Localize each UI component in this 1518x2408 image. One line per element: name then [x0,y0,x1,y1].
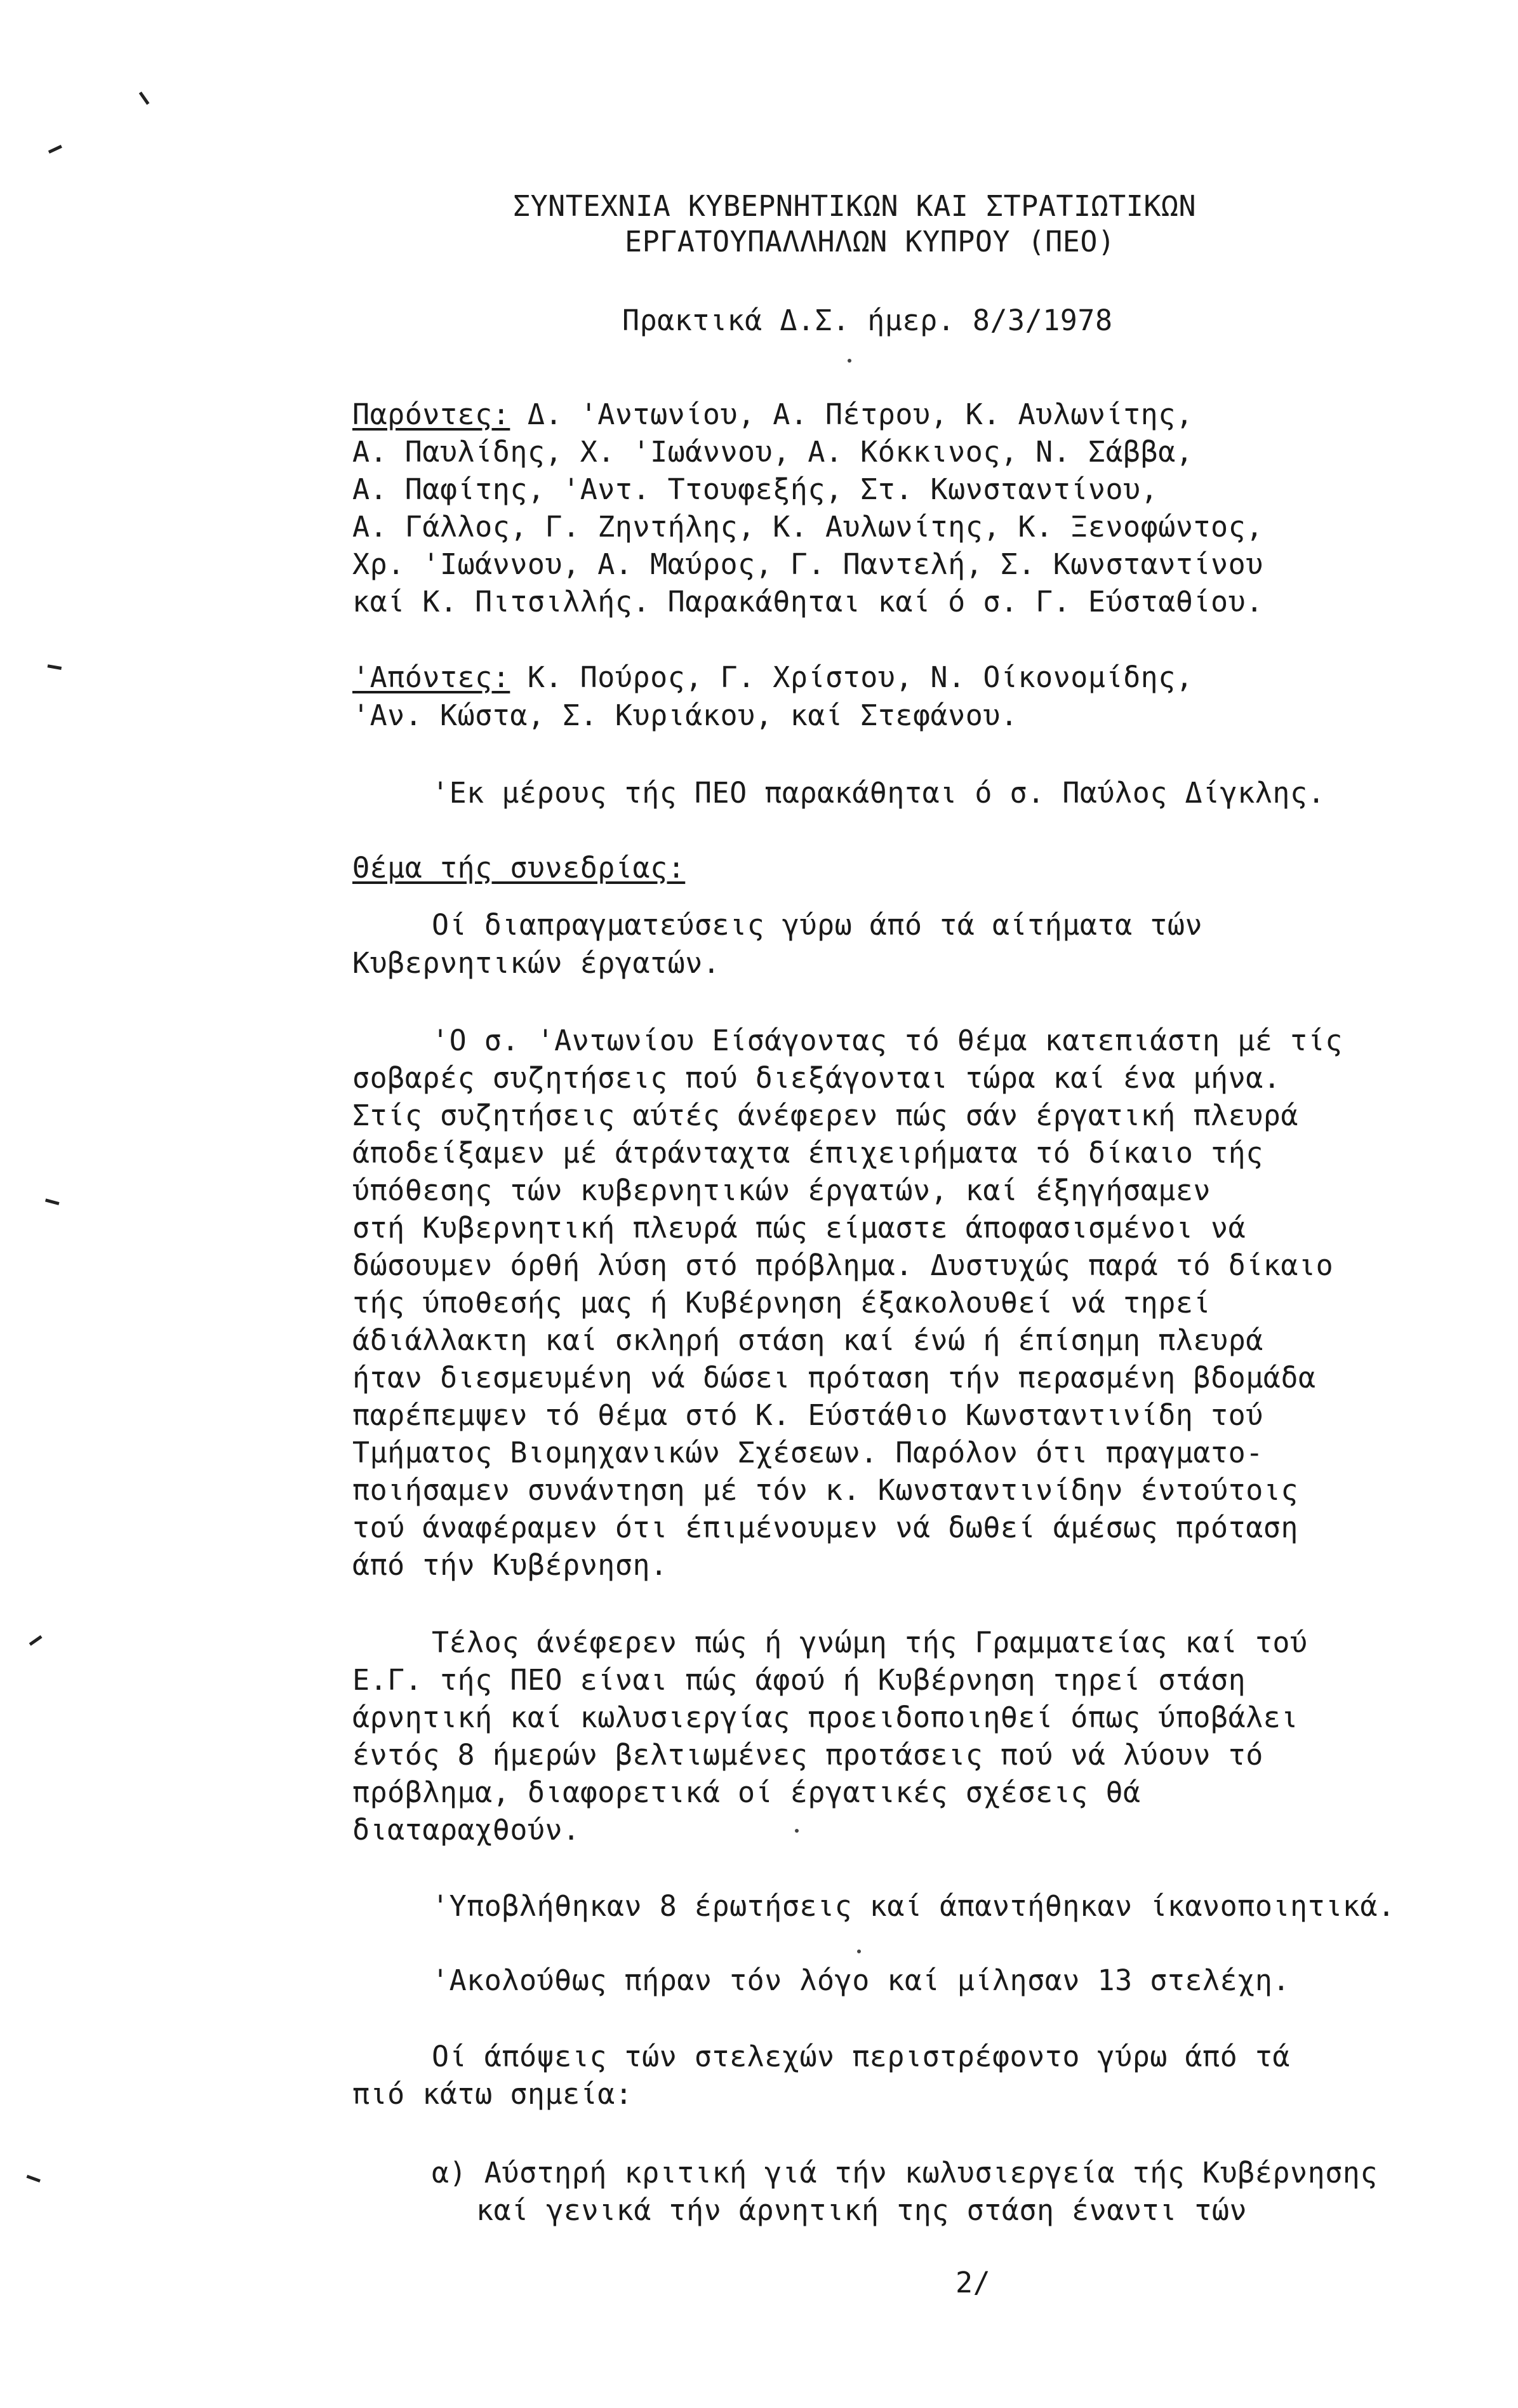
present-line2: Α. Παυλίδης, Χ. 'Ιωάννου, Α. Κόκκινος, Ν. Σάββα, [352,435,1194,469]
paragraph1-line: ύπόθεσης τών κυβερνητικών έργατών, καί έξηγήσαμεν [352,1174,1211,1207]
item-a-line1: α) Αύστηρή κριτική γιά τήν κωλυσιεργεία τής Κυβέρνησης [432,2156,1378,2190]
paragraph2-line: έντός 8 ήμερών βελτιωμένες προτάσεις πού νά λύουν τό [352,1738,1263,1772]
paragraph2-line: άρνητική καί κωλυσιεργίας προειδοποιηθεί όπως ύποβάλει [352,1701,1298,1734]
paragraph1-line: Τμήματος Βιομηχανικών Σχέσεων. Παρόλον ότι πραγματο- [352,1436,1263,1469]
present-line1 [352,398,1193,432]
present-line6: καί Κ. Πιτσιλλής. Παρακάθηται καί ό σ. Γ. Εύσταθίου. [352,585,1263,619]
subject-line1: Οί διαπραγματεύσεις γύρω άπό τά αίτήματα τών [432,908,1203,942]
paragraph1-line: ποιήσαμεν συνάντηση μέ τόν κ. Κωνσταντινίδην έντούτοις [352,1473,1298,1507]
present-line5: Χρ. 'Ιωάννου, Α. Μαύρος, Γ. Παντελή, Σ. Κωνσταντίνου [352,547,1263,581]
paragraph1-line: ήταν διεσμευμένη νά δώσει πρόταση τήν περασμένη βδομάδα [352,1361,1316,1395]
paragraph1-line: Στίς συζητήσεις αύτές άνέφερεν πώς σάν έργατική πλευρά [352,1099,1298,1132]
paragraph2-line: διαταραχθούν. [352,1813,580,1847]
paragraph1-line: στή Κυβερνητική πλευρά πώς είμαστε άποφασισμένοι νά [352,1211,1246,1245]
paragraph1-line: άδιάλλακτη καί σκληρή στάση καί ένώ ή έπίσημη πλευρά [352,1323,1263,1357]
item-a-line2: καί γενικά τήν άρνητική της στάση έναντι τών [476,2193,1248,2227]
paragraph1-line: 'Ο σ. 'Αντωνίου Είσάγοντας τό θέμα κατεπιάστη μέ τίς [432,1024,1343,1057]
absent-line2: 'Αν. Κώστα, Σ. Κυριάκου, καί Στεφάνου. [352,699,1018,732]
scan-mark [48,145,65,159]
subject-label: Θέμα τής συνεδρίας: [352,851,686,885]
present-names: Δ. 'Αντωνίου, Α. Πέτρου, Κ. Αυλωνίτης, [510,398,1194,431]
absent-names: Κ. Πούρος, Γ. Χρίστου, Ν. Οίκονομίδης, [510,660,1194,694]
absent-line1 [352,660,1193,695]
scan-dot [795,1829,799,1833]
subject-line2: Κυβερνητικών έργατών. [352,946,721,980]
scan-dot [857,1950,861,1953]
present-label: Παρόντες: [352,398,510,431]
paragraph1-line: παρέπεμψεν τό θέμα στό Κ. Εύστάθιο Κωνσταντινίδη τού [352,1398,1263,1432]
questions-line: 'Υποβλήθηκαν 8 έρωτήσεις καί άπαντήθηκαν ίκανοποιητικά. [432,1889,1395,1923]
peo-representative: 'Εκ μέρους τής ΠΕΟ παρακάθηται ό σ. Παύλος Δίγκλης. [432,776,1326,810]
speakers-line: 'Ακολούθως πήραν τόν λόγο καί μίλησαν 13 στελέχη. [432,1963,1291,1997]
paragraph1-line: τού άναφέραμεν ότι έπιμένουμεν νά δωθεί άμέσως πρόταση [352,1511,1298,1544]
views-line2: πιό κάτω σημεία: [352,2077,633,2111]
scan-mark [24,2175,41,2189]
scan-mark [134,91,150,109]
organization-title-line1: ΣΥΝΤΕΧΝΙΑ ΚΥΒΕΡΝΗΤΙΚΩΝ ΚΑΙ ΣΤΡΑΤΙΩΤΙΚΩΝ [513,189,1197,223]
present-line4: Α. Γάλλος, Γ. Ζηντήλης, Κ. Αυλωνίτης, Κ. Ξενοφώντος, [352,510,1263,544]
scan-mark [29,1635,46,1651]
paragraph1-line: τής ύποθεσής μας ή Κυβέρνηση έξακολουθεί νά τηρεί [352,1286,1211,1320]
paragraph1-line: σοβαρές συζητήσεις πού διεξάγονται τώρα καί ένα μήνα. [352,1061,1281,1095]
paragraph1-line: άποδείξαμεν μέ άτράνταχτα έπιχειρήματα τό δίκαιο τής [352,1136,1263,1170]
minutes-title: Πρακτικά Δ.Σ. ήμερ. 8/3/1978 [622,304,1113,337]
scan-dot [848,359,851,363]
organization-title-line2: ΕΡΓΑΤΟΥΠΑΛΛΗΛΩΝ ΚΥΠΡΟΥ (ΠΕΟ) [625,225,1115,258]
scan-mark [43,1198,59,1211]
paragraph1-line: δώσουμεν όρθή λύση στό πρόβλημα. Δυστυχώς παρά τό δίκαιο [352,1248,1334,1282]
paragraph1-line: άπό τήν Κυβέρνηση. [352,1548,668,1582]
paragraph2-line: πρόβλημα, διαφορετικά οί έργατικές σχέσεις θά [352,1776,1141,1809]
present-line3: Α. Παφίτης, 'Αντ. Ττουφεξής, Στ. Κωνσταντίνου, [352,472,1159,506]
absent-label: 'Απόντες: [352,660,510,694]
paragraph2-line: Ε.Γ. τής ΠΕΟ είναι πώς άφού ή Κυβέρνηση τηρεί στάση [352,1663,1246,1697]
page-number: 2/ [955,2266,991,2299]
scan-mark [46,664,62,676]
paragraph2-line: Τέλος άνέφερεν πώς ή γνώμη τής Γραμματείας καί τού [432,1626,1308,1659]
views-line1: Οί άπόψεις τών στελεχών περιστρέφοντο γύρω άπό τά [432,2040,1291,2073]
